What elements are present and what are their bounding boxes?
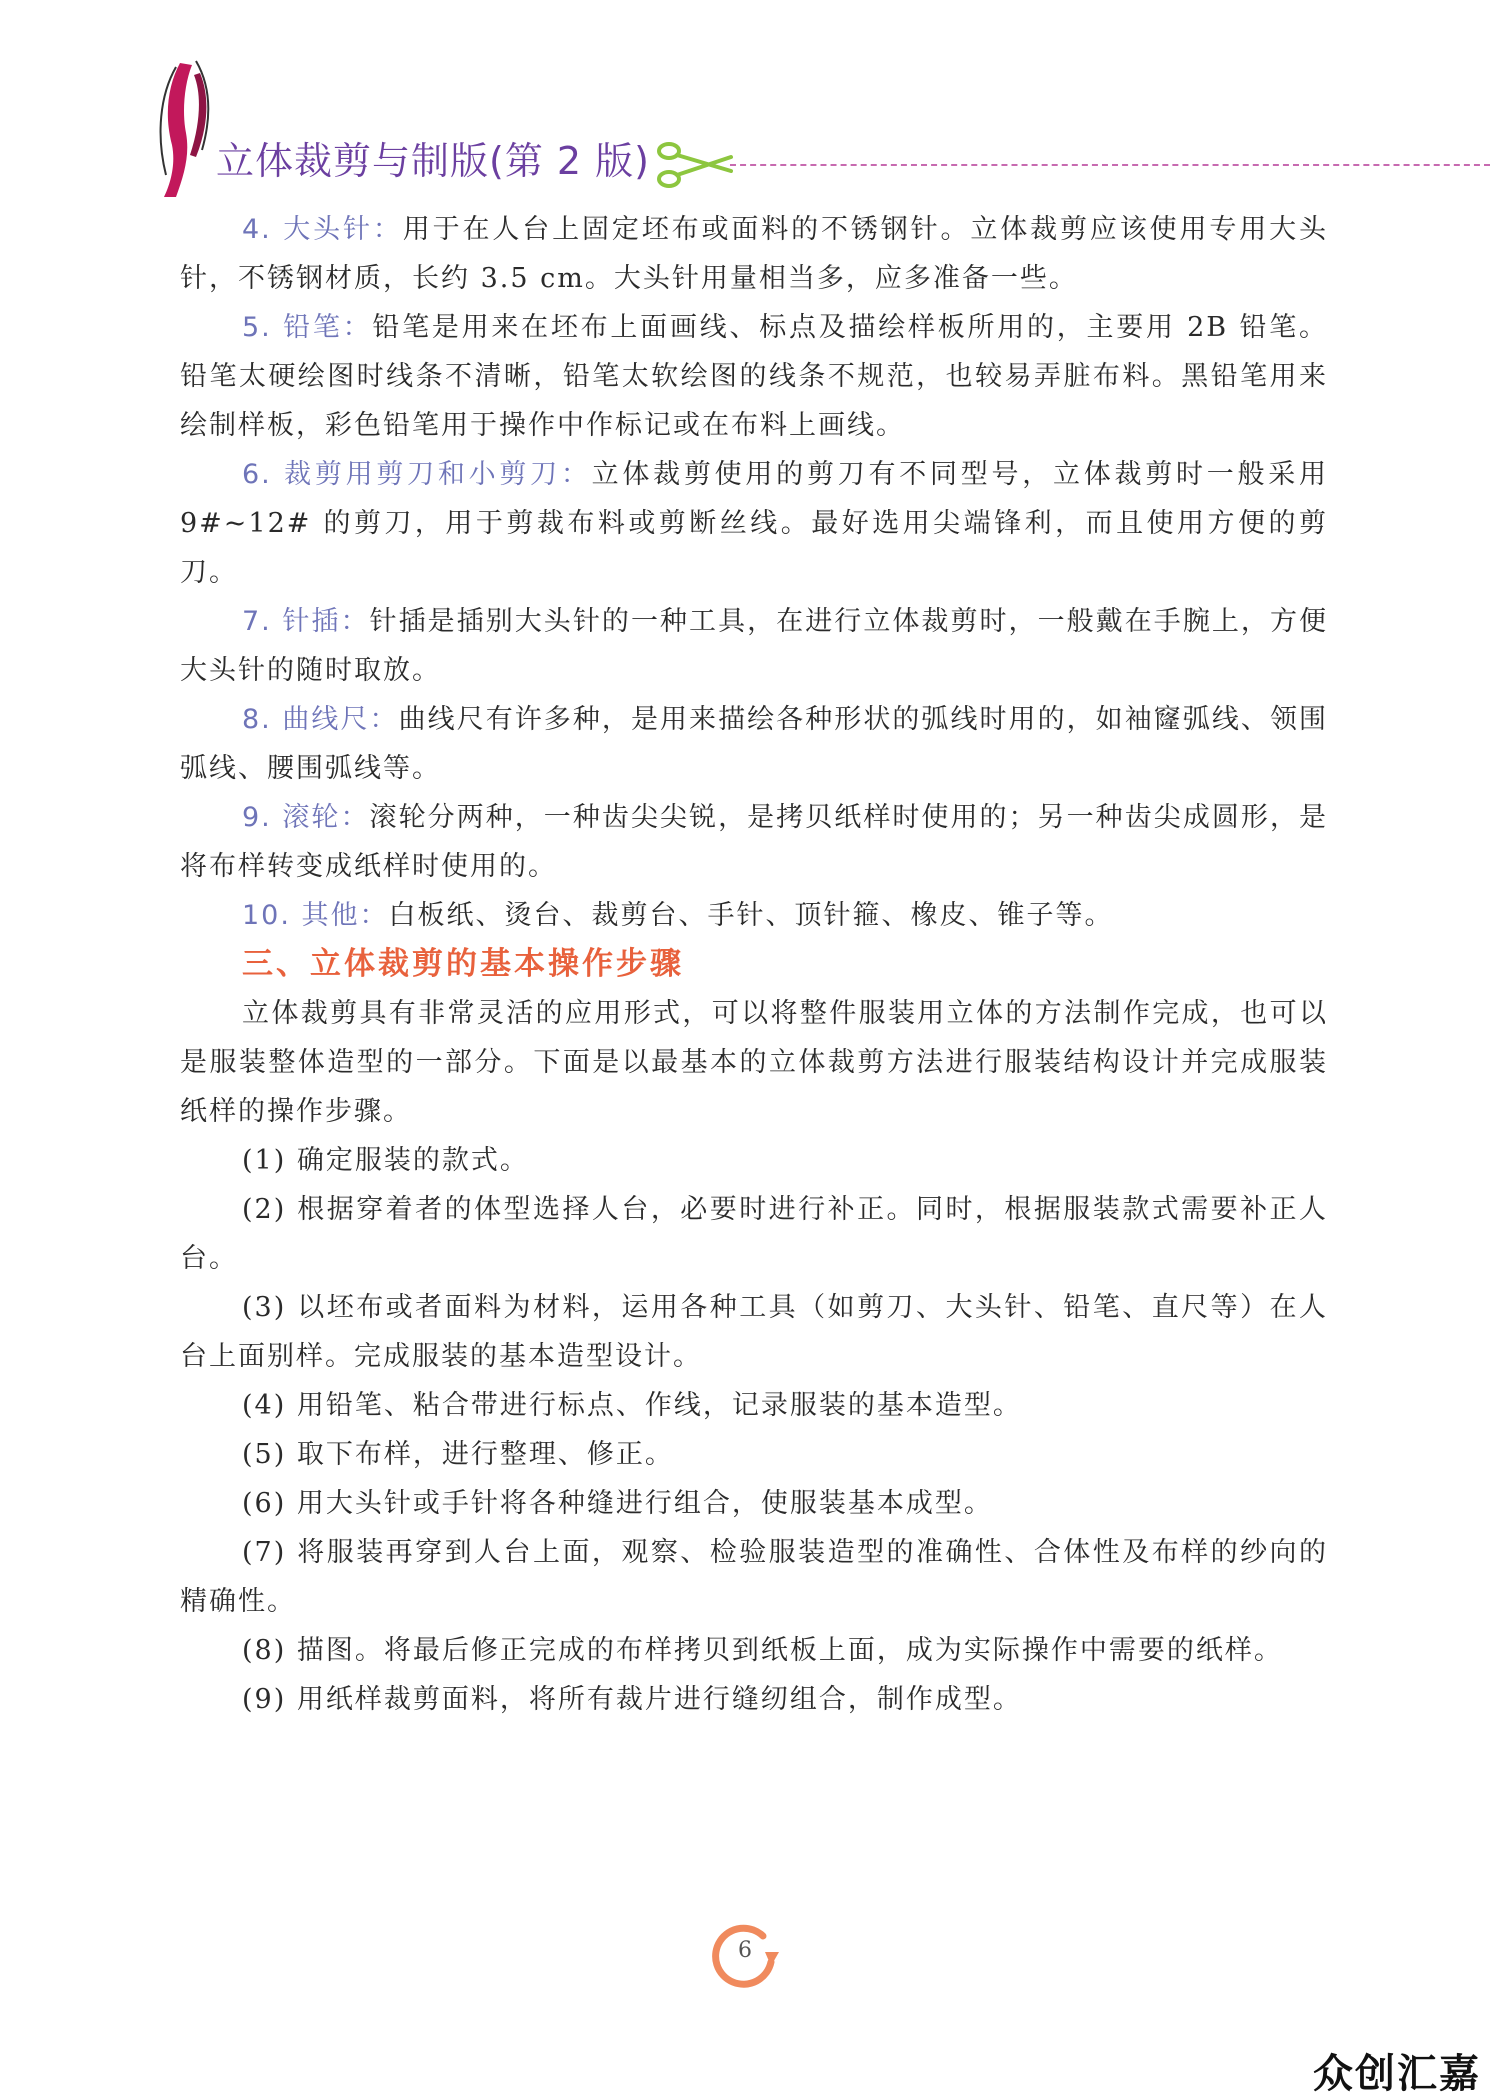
step-item: (6) 用大头针或手针将各种缝进行组合，使服装基本成型。 — [242, 1488, 993, 1519]
page-number: 6 — [738, 1938, 752, 1963]
tool-item-8 — [180, 695, 1328, 793]
tool-item-6 — [180, 450, 1328, 597]
section-intro: 立体裁剪具有非常灵活的应用形式，可以将整件服装用立体的方法制作完成，也可以是服装整体造型的一部分。下面是以最基本的立体裁剪方法进行服装结构设计并完成服装纸样的操作步骤。 — [180, 998, 1328, 1127]
tool-term: 5. 铅笔： — [242, 312, 373, 343]
book-title: 立体裁剪与制版(第 2 版) — [216, 139, 650, 183]
step-item: (4) 用铅笔、粘合带进行标点、作线，记录服装的基本造型。 — [242, 1390, 1022, 1421]
tool-desc: 曲线尺有许多种，是用来描绘各种形状的弧线时用的，如袖窿弧线、领围弧线、腰围弧线等。 — [180, 704, 1329, 784]
watermark-text: 众创汇嘉 — [1313, 2051, 1481, 2094]
tool-term: 7. 针插： — [242, 606, 370, 637]
tool-item-7 — [180, 597, 1328, 695]
tool-desc: 针插是插别大头针的一种工具，在进行立体裁剪时，一般戴在手腕上，方便大头针的随时取放。 — [180, 606, 1329, 686]
tool-desc: 铅笔是用来在坯布上面画线、标点及描绘样板所用的，主要用 2B 铅笔。铅笔太硬绘图时线条不清晰，铅笔太软绘图的线条不规范，也较易弄脏布料。黑铅笔用来绘制样板，彩色铅笔用于操作中作标记或在布料上画线。 — [180, 312, 1329, 441]
scissors-icon — [655, 135, 735, 195]
tool-item-9 — [180, 793, 1328, 891]
step-item: (3) 以坯布或者面料为材料，运用各种工具（如剪刀、大头针、铅笔、直尺等）在人台上面别样。完成服装的基本造型设计。 — [180, 1292, 1328, 1372]
step-item: (5) 取下布样，进行整理、修正。 — [242, 1439, 674, 1470]
tool-term: 6. 裁剪用剪刀和小剪刀： — [242, 459, 592, 490]
step-item: (7) 将服装再穿到人台上面，观察、检验服装造型的准确性、合体性及布样的纱向的精确性。 — [180, 1537, 1328, 1617]
tool-item-4 — [180, 205, 1328, 303]
tool-term: 8. 曲线尺： — [242, 704, 399, 735]
step-item: (8) 描图。将最后修正完成的布样拷贝到纸板上面，成为实际操作中需要的纸样。 — [242, 1635, 1283, 1666]
step-item: (2) 根据穿着者的体型选择人台，必要时进行补正。同时，根据服装款式需要补正人台。 — [180, 1194, 1328, 1274]
book-logo-icon — [150, 55, 220, 200]
tool-desc: 白板纸、烫台、裁剪台、手针、顶针箍、橡皮、锥子等。 — [388, 900, 1114, 931]
tool-term: 10. 其他： — [242, 900, 389, 931]
tool-desc: 用于在人台上固定坯布或面料的不锈钢针。立体裁剪应该使用专用大头针，不锈钢材质，长约 3.5 cm。大头针用量相当多，应多准备一些。 — [180, 214, 1329, 294]
tool-desc: 立体裁剪使用的剪刀有不同型号，立体裁剪时一般采用 9#~12# 的剪刀，用于剪裁布料或剪断丝线。最好选用尖端锋利，而且使用方便的剪刀。 — [180, 459, 1329, 588]
section-heading: 三、立体裁剪的基本操作步骤 — [242, 946, 684, 982]
tool-desc: 滚轮分两种，一种齿尖尖锐，是拷贝纸样时使用的；另一种齿尖成圆形，是将布样转变成纸样时使用的。 — [180, 802, 1329, 882]
step-item: (9) 用纸样裁剪面料，将所有裁片进行缝纫组合，制作成型。 — [242, 1684, 1022, 1715]
tool-term: 4. 大头针： — [242, 214, 403, 245]
tool-item-10 — [180, 891, 1328, 940]
header-divider — [730, 164, 1490, 166]
step-item: (1) 确定服装的款式。 — [242, 1145, 529, 1176]
tool-term: 9. 滚轮： — [242, 802, 370, 833]
tool-item-5 — [180, 303, 1328, 450]
page-content — [180, 205, 1328, 1724]
page-number-badge — [705, 1918, 785, 1998]
